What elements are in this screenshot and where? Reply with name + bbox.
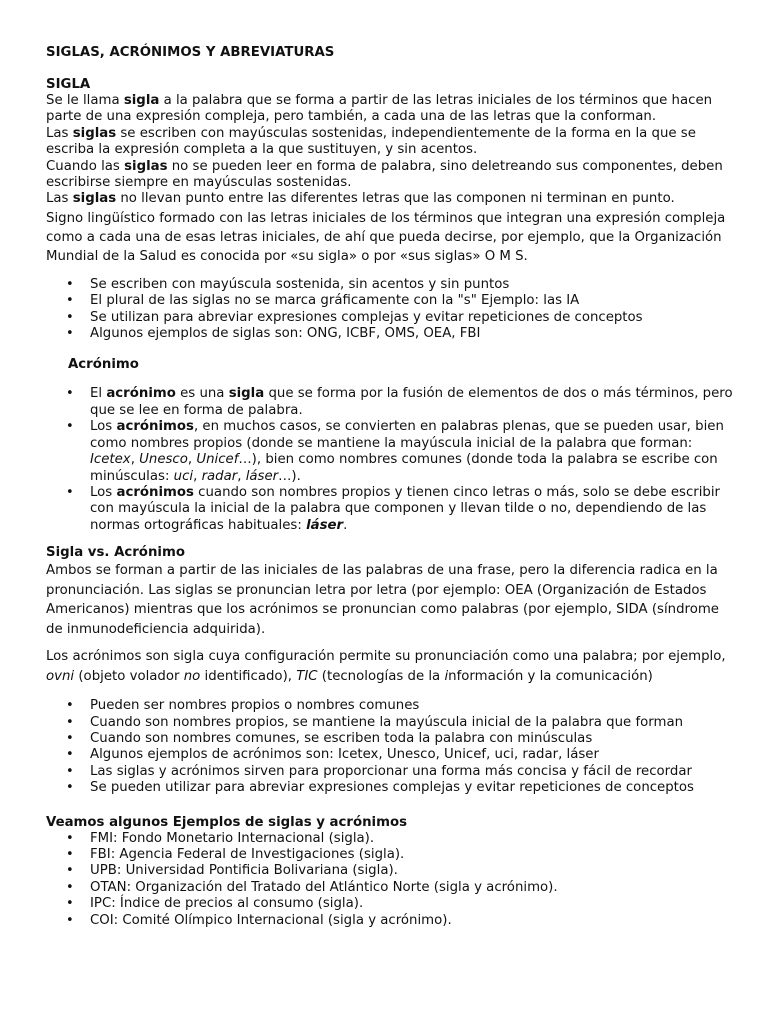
sigla-paragraph-5: Signo lingüístico formado con las letras iniciales de los términos que integran una expresión compleja como a cada una de esas letras iniciales, de ahí que pueda decirse, por ejemplo, que la Organización Mundial de la Salud es conocida por «su sigla» o por «sus siglas» O M S.	[46, 210, 726, 264]
list-item: • Se pueden utilizar para abreviar expresiones complejas y evitar repeticiones de conceptos	[90, 780, 736, 796]
sigla-paragraph-3: Cuando las siglas no se pueden leer en forma de palabra, sino deletreando sus componentes, deben escribirse siempre en mayúsculas sostenidas.	[46, 158, 723, 191]
section-sigla-vs-acronimo	[46, 544, 736, 796]
list-item: • El acrónimo es una sigla que se forma por la fusión de elementos de dos o más términos, pero que se lee en forma de palabra.	[90, 386, 736, 419]
list-item: • Se utilizan para abreviar expresiones complejas y evitar repeticiones de conceptos	[90, 310, 736, 326]
list-item: • FBI: Agencia Federal de Investigaciones (sigla).	[90, 847, 736, 863]
document-title: SIGLAS, ACRÓNIMOS Y ABREVIATURAS	[46, 45, 335, 60]
list-item: • COI: Comité Olímpico Internacional (sigla y acrónimo).	[90, 913, 736, 929]
heading-ejemplos: Veamos algunos Ejemplos de siglas y acrónimos	[46, 814, 408, 830]
section-ejemplos	[46, 814, 736, 929]
vs-bullet-list	[46, 698, 736, 796]
heading-sigla-vs-acronimo: Sigla vs. Acrónimo	[46, 545, 185, 561]
list-item: • Los acrónimos, en muchos casos, se convierten en palabras plenas, que se pueden usar, bien como nombres propios (donde se mantiene la mayúscula inicial de la palabra que forman: Icetex, Unesco, Unicef…), bien como nombres comunes (donde toda la palabra se escribe con minúsculas: uci, radar, láser…).	[90, 419, 736, 485]
document-page	[46, 44, 736, 929]
list-item: • IPC: Índice de precios al consumo (sigla).	[90, 896, 736, 912]
list-item: • El plural de las siglas no se marca gráficamente con la "s" Ejemplo: las IA	[90, 293, 736, 309]
list-item: • UPB: Universidad Pontificia Bolivariana (sigla).	[90, 863, 736, 879]
section-sigla	[46, 76, 736, 342]
heading-acronimo: Acrónimo	[68, 357, 139, 373]
vs-paragraph-2: Los acrónimos son sigla cuya configuración permite su pronunciación como una palabra; por ejemplo, ovni (objeto volador no identificado), TIC (tecnologías de la información y la comunicación)	[46, 649, 726, 684]
acronimo-bullet-list	[46, 386, 736, 534]
heading-sigla: SIGLA	[46, 77, 91, 92]
list-item: • Algunos ejemplos de acrónimos son: Icetex, Unesco, Unicef, uci, radar, láser	[90, 747, 736, 763]
list-item: • Cuando son nombres comunes, se escriben toda la palabra con minúsculas	[90, 731, 736, 747]
list-item: • FMI: Fondo Monetario Internacional (sigla).	[90, 831, 736, 847]
list-item: • Los acrónimos cuando son nombres propios y tienen cinco letras o más, solo se debe escribir con mayúscula la inicial de la palabra que componen y llevan tilde o no, dependiendo de las normas ortográficas habituales: láser.	[90, 485, 736, 534]
section-acronimo	[46, 356, 736, 534]
list-item: • Pueden ser nombres propios o nombres comunes	[90, 698, 736, 714]
ejemplos-bullet-list	[46, 831, 736, 929]
vs-paragraph-1: Ambos se forman a partir de las iniciales de las palabras de una frase, pero la diferencia radica en la pronunciación. Las siglas se pronuncian letra por letra (por ejemplo: OEA (Organización de Estados Americanos) mientras que los acrónimos se pronuncian como palabras (por ejemplo, SIDA (síndrome de inmunodeficiencia adquirida).	[46, 563, 719, 637]
list-item: • Se escriben con mayúscula sostenida, sin acentos y sin puntos	[90, 277, 736, 293]
list-item: • Cuando son nombres propios, se mantiene la mayúscula inicial de la palabra que forman	[90, 715, 736, 731]
sigla-paragraph-2: Las siglas se escriben con mayúsculas sostenidas, independientemente de la forma en la que se escriba la expresión completa a la que sustituyen, y sin acentos.	[46, 125, 696, 158]
sigla-bullet-list	[46, 277, 736, 343]
sigla-paragraph-4: Las siglas no llevan punto entre las diferentes letras que las componen ni terminan en punto.	[46, 191, 675, 207]
sigla-paragraph-1: Se le llama sigla a la palabra que se forma a partir de las letras iniciales de los términos que hacen parte de una expresión compleja, pero también, a cada una de las letras que la conforman.	[46, 93, 713, 125]
list-item: • Las siglas y acrónimos sirven para proporcionar una forma más concisa y fácil de recordar	[90, 764, 736, 780]
list-item: • Algunos ejemplos de siglas son: ONG, ICBF, OMS, OEA, FBI	[90, 326, 736, 342]
list-item: • OTAN: Organización del Tratado del Atlántico Norte (sigla y acrónimo).	[90, 880, 736, 896]
